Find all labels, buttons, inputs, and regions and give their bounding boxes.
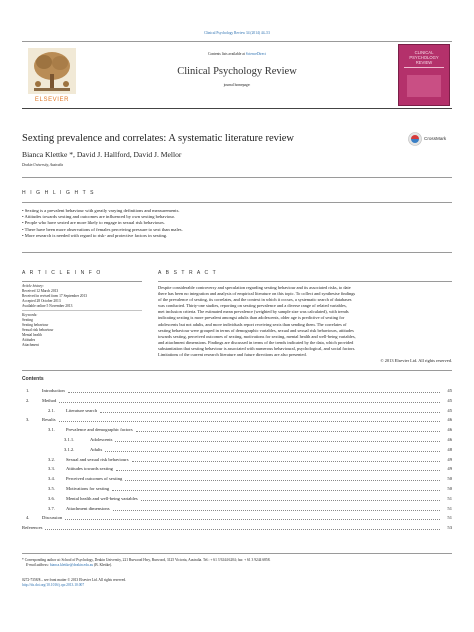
abstract-line: Despite considerable controversy and speculation regarding sexting behaviour and its associated risks, to date — [158, 285, 351, 290]
highlight-item: • Attitudes towards sexting and outcomes are influenced by own sexting behaviour. — [22, 214, 175, 220]
toc-number: 3.7. — [48, 505, 55, 511]
article-info-heading: A R T I C L E I N F O — [22, 270, 102, 276]
toc-number: 4. — [26, 515, 30, 521]
sciencedirect-link[interactable]: ScienceDirect — [245, 52, 266, 56]
abstract-line: Limitations of the current research literature and future directions are also presented. — [158, 352, 307, 358]
toc-row[interactable] — [22, 447, 452, 453]
abstract-line: and attachment dimensions. Findings are discussed in terms of the trends indicated by the data, which provided — [158, 339, 354, 345]
toc-title: Motivations for sexting — [66, 486, 110, 491]
rule-before-footnote — [22, 553, 452, 554]
toc-leader — [65, 519, 440, 520]
cover-rule — [404, 67, 444, 68]
journal-cover — [398, 44, 450, 106]
toc-page: 45 — [447, 407, 452, 413]
toc-number: 2. — [26, 397, 30, 403]
highlight-item: • There have been more observations of females perceiving pressure to sext than males. — [22, 226, 183, 232]
toc-row[interactable] — [22, 408, 452, 414]
cover-panel — [407, 75, 441, 97]
contents-line — [92, 52, 382, 57]
toc-page: 45 — [447, 397, 452, 403]
toc-leader — [59, 402, 440, 403]
keyword: Sexting behaviour — [22, 323, 49, 327]
crossmark-label: CrossMark — [424, 136, 447, 141]
rule-after-affiliation — [22, 177, 452, 178]
rule-under-article-info — [22, 281, 142, 282]
history-label: Article history: — [22, 284, 44, 288]
journal-title: Clinical Psychology Review — [177, 66, 297, 77]
history-entry: Accepted 28 October 2013 — [22, 299, 61, 303]
keyword: Attachment — [22, 343, 39, 347]
toc-number: 3. — [26, 417, 30, 423]
toc-page: 53 — [447, 525, 452, 531]
toc-row[interactable] — [22, 437, 452, 443]
highlights-heading: H I G H L I G H T S — [22, 190, 96, 196]
toc-title: Introduction — [42, 388, 65, 393]
toc-leader — [68, 392, 440, 393]
table-of-contents — [22, 388, 452, 538]
history-entry: Received in revised form 17 September 2013 — [22, 294, 88, 298]
toc-leader — [136, 431, 440, 432]
authors: Bianca Klettke *, David J. Hallford, David J. Mellor — [22, 150, 182, 159]
toc-title: Sexual and sexual risk behaviours — [66, 456, 129, 462]
rule-before-contents — [22, 370, 452, 371]
abstract-line: indicating sexting is more prevalent amongst adults than adolescents, older age is predictive of sexting for — [158, 315, 345, 321]
toc-page: 48 — [447, 446, 452, 452]
history-entry: Available online 5 November 2013 — [22, 304, 73, 308]
toc-number: 3.1.1. — [64, 437, 75, 442]
toc-leader — [59, 421, 440, 422]
publisher-logo-text: ELSEVIER — [34, 97, 70, 103]
abstract-line: sexting behaviour were grouped in terms of demographic variables, sexual and sexual risk behaviours, attitudes — [158, 327, 354, 333]
elsevier-logo — [26, 46, 78, 104]
toc-row[interactable] — [22, 525, 452, 531]
highlights-list — [22, 208, 452, 239]
toc-row[interactable] — [22, 486, 452, 492]
toc-page: 50 — [447, 476, 452, 482]
abstract-heading: A B S T R A C T — [158, 270, 218, 276]
corresponding-author-note: * Corresponding author at: School of Psychology, Deakin University, 221 Burwood Hwy, Burwood, 3125 Victoria, Australia. Tel.: + 61 3 9244 6204; fax: + 61 3 9244 6858. — [22, 558, 271, 562]
toc-number: 3.4. — [48, 476, 55, 482]
toc-row[interactable] — [22, 398, 452, 404]
toc-leader — [141, 500, 440, 501]
abstract-line: of the prevalence of sexting, its correlates, and the context in which it occurs, a systematic search of databases — [158, 297, 352, 303]
toc-page: 51 — [447, 505, 452, 511]
abstract-line: was conducted. Thirty-one studies, reporting on sexting prevalence and a diverse range of related variables, — [158, 303, 347, 309]
footnote — [22, 558, 462, 568]
toc-page: 49 — [447, 466, 452, 472]
abstract-line: towards sexting, perceived outcomes of sexting, motivations for sexting, mental health and well-being variables, — [158, 333, 356, 339]
journal-homepage: journal homepage: — [223, 83, 251, 87]
toc-page: 46 — [447, 437, 452, 442]
affiliation: Deakin University, Australia — [22, 163, 64, 167]
rule-before-keywords — [22, 310, 142, 311]
bottom-matter — [22, 578, 322, 588]
toc-title: Literature search — [66, 407, 97, 413]
toc-page: 45 — [447, 388, 452, 393]
highlight-item: • People who have sexted are more likely to engage in sexual risk behaviours. — [22, 220, 165, 226]
abstract-line: adolescents but not adults, and more individuals report receiving sexts than sending them. The correlates of — [158, 321, 347, 327]
toc-leader — [105, 451, 440, 452]
toc-row[interactable] — [22, 476, 452, 482]
keyword: Attitudes — [22, 338, 36, 342]
toc-leader — [125, 480, 440, 481]
history-entry: Received 12 March 2013 — [22, 289, 59, 293]
keywords-label: Keywords: — [22, 313, 38, 317]
toc-leader — [132, 461, 440, 462]
email-line: E-mail address: bianca.klettke@deakin.edu.au (B. Klettke). — [26, 563, 113, 567]
keyword: Sexual risk behaviour — [22, 328, 54, 332]
email-link[interactable]: bianca.klettke@deakin.edu.au — [49, 563, 94, 567]
toc-number: 3.1. — [48, 427, 55, 433]
toc-row[interactable] — [22, 457, 452, 463]
crossmark-badge[interactable] — [408, 132, 448, 152]
toc-number: 2.1. — [48, 407, 55, 413]
toc-number: 3.2. — [48, 456, 55, 462]
abstract-copyright: © 2013 Elsevier Ltd. All rights reserved. — [380, 358, 452, 364]
abstract-line: there has been no integration and analysis of empirical literature on this topic. To collect and synthesise findings — [158, 291, 356, 297]
abstract-line: substantiation that sexting behaviour is associated with numerous behavioural, psychological, and social factors. — [158, 345, 356, 351]
contents-heading: Contents — [22, 376, 44, 382]
toc-title: Results — [42, 417, 56, 423]
toc-leader — [100, 412, 440, 413]
toc-number: 1. — [26, 388, 30, 393]
toc-title: Method — [42, 397, 57, 403]
contents-prefix: Contents lists available at — [208, 52, 246, 56]
abstract-line: met inclusion criteria. The estimated mean prevalence (weighted by sample size was calculated), with trends — [158, 309, 349, 315]
rule-under-highlights — [22, 202, 452, 203]
highlight-item: • Sexting is a prevalent behaviour with greatly varying definitions and measurements. — [22, 208, 180, 213]
toc-title: References — [22, 525, 43, 531]
toc-number: 3.6. — [48, 495, 55, 501]
rule-under-abstract — [158, 281, 452, 282]
toc-row[interactable] — [22, 388, 452, 394]
doi-link[interactable]: http://dx.doi.org/10.1016/j.cpr.2013.10.007 — [22, 583, 85, 587]
rule-after-highlights — [22, 252, 452, 253]
toc-row[interactable] — [22, 515, 452, 521]
toc-leader — [113, 510, 440, 511]
abstract-body — [158, 285, 452, 364]
toc-title: Mental health and well-being variables — [66, 495, 138, 501]
cover-title: CLINICAL PSYCHOLOGY REVIEW — [409, 50, 439, 65]
toc-page: 46 — [447, 417, 452, 423]
keywords — [22, 313, 142, 348]
toc-title: Adults — [90, 446, 103, 452]
article-title: Sexting prevalence and correlates: A systematic literature review — [22, 133, 295, 144]
keyword: Mental health — [22, 333, 42, 337]
toc-number: 3.1.2. — [64, 446, 75, 452]
toc-title: Prevalence and demographic factors — [66, 427, 133, 433]
toc-page: 49 — [447, 456, 452, 462]
masthead — [22, 41, 452, 109]
toc-title: Adolescents — [90, 437, 113, 442]
issn-line: 0272-7358/$ – see front matter © 2013 Elsevier Ltd. All rights reserved. — [22, 578, 127, 582]
toc-page: 51 — [447, 495, 452, 501]
toc-row[interactable] — [22, 496, 452, 502]
toc-page: 51 — [447, 515, 452, 521]
elsevier-tree-icon — [26, 46, 78, 96]
toc-title: Attachment dimensions — [66, 505, 110, 511]
toc-leader — [45, 529, 440, 530]
toc-title: Discussion — [42, 515, 63, 521]
toc-row[interactable] — [22, 427, 452, 433]
toc-title: Perceived outcomes of sexting — [66, 476, 123, 482]
toc-row[interactable] — [22, 417, 452, 423]
article-history — [22, 284, 142, 309]
toc-leader — [112, 490, 440, 491]
crossmark-icon — [408, 132, 422, 146]
highlight-item: • More research is needed with regard to risk- and protective factors in sexting. — [22, 232, 168, 238]
toc-row[interactable] — [22, 466, 452, 472]
toc-page: 46 — [447, 427, 452, 433]
toc-leader — [115, 441, 440, 442]
toc-page: 50 — [447, 486, 452, 491]
keyword: Sexting — [22, 318, 33, 322]
toc-leader — [116, 470, 440, 471]
toc-number: 3.3. — [48, 466, 55, 472]
toc-number: 3.5. — [48, 486, 55, 491]
running-header[interactable]: Clinical Psychology Review 34 (2014) 44–53 — [204, 31, 270, 35]
toc-title: Attitudes towards sexting — [66, 466, 113, 472]
toc-row[interactable] — [22, 506, 452, 512]
